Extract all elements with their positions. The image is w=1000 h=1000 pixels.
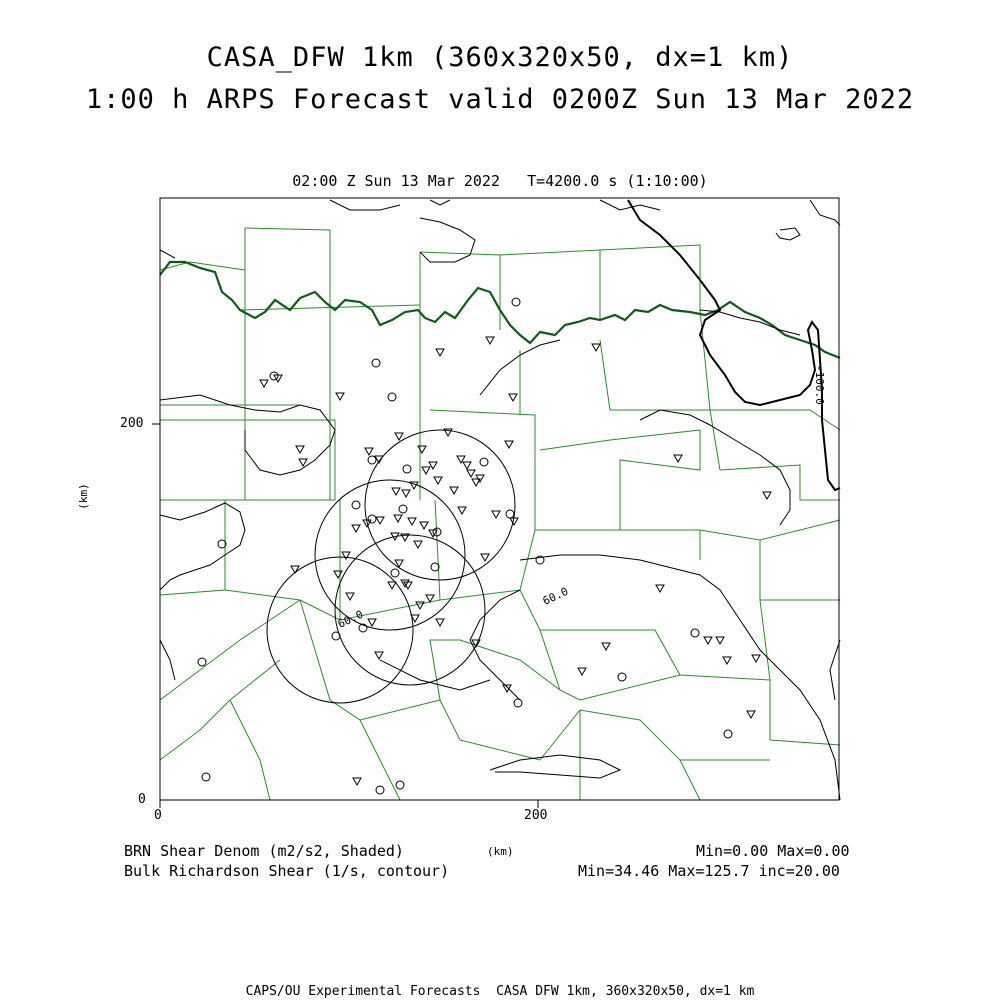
y-tick-label: 200 [120, 416, 144, 431]
station-triangle-marker [414, 541, 422, 548]
x-tick-label: 0 [154, 808, 162, 823]
station-triangle-marker [336, 393, 344, 400]
station-triangle-marker [429, 462, 437, 469]
station-circle-marker [368, 456, 376, 464]
station-triangle-marker [656, 585, 664, 592]
legend-contour-field: Bulk Richardson Shear (1/s, contour) [124, 862, 450, 880]
station-triangle-marker [418, 446, 426, 453]
station-triangle-marker [450, 487, 458, 494]
station-circle-marker [480, 458, 488, 466]
station-circle-marker [376, 786, 384, 794]
contour-label: 60.0 [540, 584, 571, 608]
station-triangle-marker [505, 441, 513, 448]
station-triangle-marker [481, 554, 489, 561]
footer-credit: CAPS/OU Experimental Forecasts CASA DFW 1km, 360x320x50, dx=1 km [245, 984, 755, 999]
station-triangle-marker [458, 507, 466, 514]
station-triangle-marker [486, 337, 494, 344]
plot-subtitle: 02:00 Z Sun 13 Mar 2022 T=4200.0 s (1:10:00) [292, 172, 708, 190]
station-circle-marker [332, 632, 340, 640]
station-triangle-marker [334, 571, 342, 578]
station-circle-marker [372, 359, 380, 367]
station-triangle-marker [436, 619, 444, 626]
station-circle-marker [198, 658, 206, 666]
station-markers [198, 298, 771, 794]
station-triangle-marker [752, 655, 760, 662]
legend-shaded-stats: Min=0.00 Max=0.00 [696, 842, 850, 860]
station-circle-marker [506, 510, 514, 518]
station-triangle-marker [368, 619, 376, 626]
x-tick-label: 200 [524, 808, 548, 823]
station-triangle-marker [503, 685, 511, 692]
radar-ring-2 [315, 480, 465, 630]
contour-line-thick [628, 200, 840, 490]
contour-label: 60.0 [335, 607, 366, 631]
station-triangle-marker [578, 668, 586, 675]
y-tick-label: 0 [138, 792, 146, 807]
station-circle-marker [368, 515, 376, 523]
station-triangle-marker [299, 459, 307, 466]
station-triangle-marker [763, 492, 771, 499]
station-triangle-marker [352, 525, 360, 532]
station-triangle-marker [704, 637, 712, 644]
station-circle-marker [618, 673, 626, 681]
figure-title-line2: 1:00 h ARPS Forecast valid 0200Z Sun 13 Mar 2022 [85, 84, 915, 115]
station-circle-marker [514, 699, 522, 707]
station-triangle-marker [402, 490, 410, 497]
station-triangle-marker [716, 637, 724, 644]
station-triangle-marker [260, 380, 268, 387]
station-triangle-marker [296, 446, 304, 453]
station-circle-marker [431, 563, 439, 571]
station-triangle-marker [395, 433, 403, 440]
station-triangle-marker [376, 517, 384, 524]
station-triangle-marker [404, 582, 412, 589]
station-triangle-marker [723, 657, 731, 664]
station-triangle-marker [394, 515, 402, 522]
station-circle-marker [403, 465, 411, 473]
station-triangle-marker [747, 711, 755, 718]
x-axis-unit: (km) [487, 845, 514, 858]
station-triangle-marker [434, 477, 442, 484]
legend-shaded-field: BRN Shear Denom (m2/s2, Shaded) [124, 842, 404, 860]
station-triangle-marker [392, 488, 400, 495]
station-triangle-marker [422, 467, 430, 474]
station-circle-marker [512, 298, 520, 306]
station-triangle-marker [436, 349, 444, 356]
station-circle-marker [391, 569, 399, 577]
figure-title-line1: CASA_DFW 1km (360x320x50, dx=1 km) [206, 42, 794, 73]
station-triangle-marker [365, 448, 373, 455]
station-circle-marker [396, 781, 404, 789]
station-triangle-marker [388, 582, 396, 589]
station-triangle-marker [420, 522, 428, 529]
station-triangle-marker [492, 511, 500, 518]
station-triangle-marker [353, 778, 361, 785]
legend-contour-stats: Min=34.46 Max=125.7 inc=20.00 [578, 862, 840, 880]
station-triangle-marker [592, 344, 600, 351]
station-circle-marker [724, 730, 732, 738]
station-triangle-marker [346, 593, 354, 600]
contour-label: -100.0 [813, 365, 826, 405]
radar-rings [267, 430, 515, 703]
station-circle-marker [388, 393, 396, 401]
station-triangle-marker [467, 470, 475, 477]
station-triangle-marker [509, 394, 517, 401]
station-circle-marker [352, 501, 360, 509]
station-triangle-marker [375, 652, 383, 659]
station-triangle-marker [674, 455, 682, 462]
y-axis-unit: (km) [76, 483, 90, 510]
station-circle-marker [691, 629, 699, 637]
station-triangle-marker [408, 518, 416, 525]
station-circle-marker [202, 773, 210, 781]
station-triangle-marker [602, 643, 610, 650]
radar-ring-1 [365, 430, 515, 580]
station-triangle-marker [463, 462, 471, 469]
station-circle-marker [399, 505, 407, 513]
